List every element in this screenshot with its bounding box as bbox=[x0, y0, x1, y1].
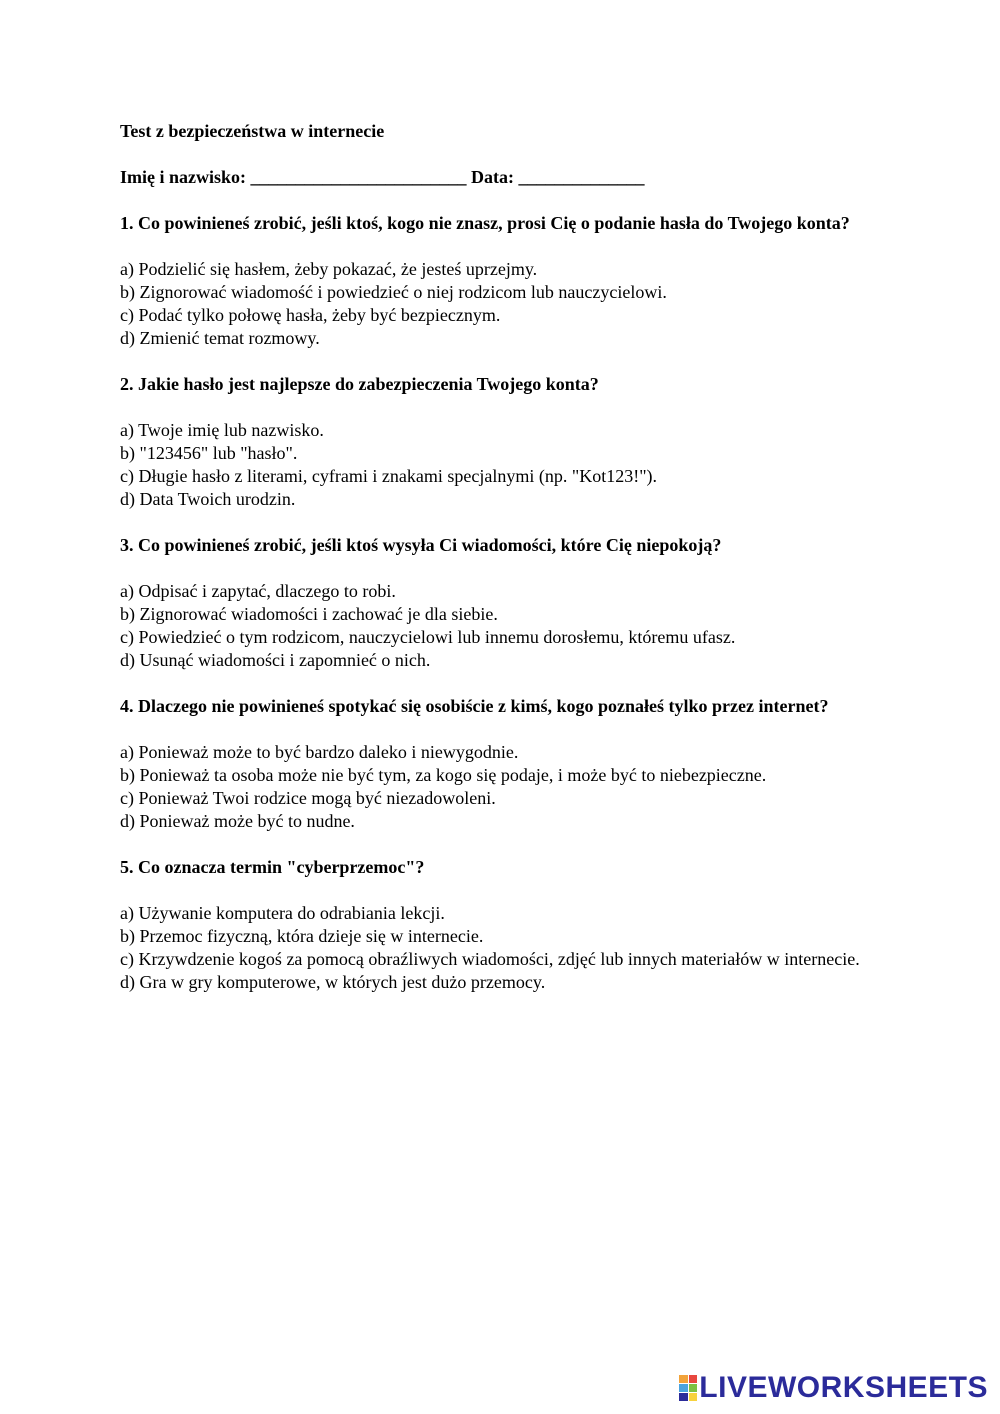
page-title: Test z bezpieczeństwa w internecie bbox=[120, 121, 385, 141]
question-1 bbox=[120, 212, 890, 350]
answer-option-a: a) Ponieważ może to być bardzo daleko i niewygodnie. bbox=[120, 742, 519, 762]
logo-wordmark: LIVEWORKSHEETS bbox=[699, 1371, 988, 1404]
question-text: 3. Co powinieneś zrobić, jeśli ktoś wysyła Ci wiadomości, które Cię niepokoją? bbox=[120, 535, 722, 555]
question-4 bbox=[120, 695, 890, 833]
logo-tile bbox=[679, 1384, 688, 1392]
answer-option-a: a) Twoje imię lub nazwisko. bbox=[120, 420, 324, 440]
answer-list bbox=[120, 902, 890, 994]
answer-option-c: c) Długie hasło z literami, cyframi i znakami specjalnymi (np. "Kot123!"). bbox=[120, 466, 658, 486]
question-text: 5. Co oznacza termin "cyberprzemoc"? bbox=[120, 857, 425, 877]
answer-list bbox=[120, 258, 890, 350]
answer-option-b: b) Przemoc fizyczną, która dzieje się w internecie. bbox=[120, 926, 484, 946]
answer-option-d: d) Gra w gry komputerowe, w których jest dużo przemocy. bbox=[120, 972, 546, 992]
answer-option-a: a) Używanie komputera do odrabiania lekcji. bbox=[120, 903, 445, 923]
question-2 bbox=[120, 373, 890, 511]
logo-tile bbox=[689, 1384, 698, 1392]
answer-option-b: b) "123456" lub "hasło". bbox=[120, 443, 298, 463]
question-3 bbox=[120, 534, 890, 672]
logo-tile bbox=[689, 1375, 698, 1383]
logo-tile bbox=[689, 1393, 698, 1401]
answer-option-b: b) Zignorować wiadomość i powiedzieć o niej rodzicom lub nauczycielowi. bbox=[120, 282, 667, 302]
name-date-line: Imię i nazwisko: ________________________ Data: ______________ bbox=[120, 167, 645, 187]
answer-option-c: c) Ponieważ Twoi rodzice mogą być niezadowoleni. bbox=[120, 788, 496, 808]
answer-option-d: d) Data Twoich urodzin. bbox=[120, 489, 296, 509]
answer-option-a: a) Odpisać i zapytać, dlaczego to robi. bbox=[120, 581, 396, 601]
answer-list bbox=[120, 580, 890, 672]
answer-option-c: c) Krzywdzenie kogoś za pomocą obraźliwych wiadomości, zdjęć lub innych materiałów w internecie. bbox=[120, 949, 860, 969]
answer-option-d: d) Zmienić temat rozmowy. bbox=[120, 328, 320, 348]
answer-option-c: c) Powiedzieć o tym rodzicom, nauczycielowi lub innemu dorosłemu, któremu ufasz. bbox=[120, 627, 736, 647]
question-text: 1. Co powinieneś zrobić, jeśli ktoś, kogo nie znasz, prosi Cię o podanie hasła do Twojego konta? bbox=[120, 213, 850, 233]
answer-option-d: d) Usunąć wiadomości i zapomnieć o nich. bbox=[120, 650, 431, 670]
answer-option-b: b) Ponieważ ta osoba może nie być tym, za kogo się podaje, i może być to niebezpieczne. bbox=[120, 765, 767, 785]
question-5 bbox=[120, 856, 890, 994]
logo-tile bbox=[679, 1375, 688, 1383]
worksheet-page bbox=[120, 118, 890, 994]
answer-list bbox=[120, 741, 890, 833]
liveworksheets-logo bbox=[679, 1370, 988, 1406]
answer-option-b: b) Zignorować wiadomości i zachować je dla siebie. bbox=[120, 604, 498, 624]
answer-option-a: a) Podzielić się hasłem, żeby pokazać, że jesteś uprzejmy. bbox=[120, 259, 538, 279]
answer-option-c: c) Podać tylko połowę hasła, żeby być bezpiecznym. bbox=[120, 305, 501, 325]
liveworksheets-mark-icon bbox=[679, 1375, 697, 1401]
answer-list bbox=[120, 419, 890, 511]
question-text: 4. Dlaczego nie powinieneś spotykać się osobiście z kimś, kogo poznałeś tylko przez internet? bbox=[120, 696, 829, 716]
answer-option-d: d) Ponieważ może być to nudne. bbox=[120, 811, 355, 831]
logo-tile bbox=[679, 1393, 688, 1401]
question-text: 2. Jakie hasło jest najlepsze do zabezpieczenia Twojego konta? bbox=[120, 374, 599, 394]
